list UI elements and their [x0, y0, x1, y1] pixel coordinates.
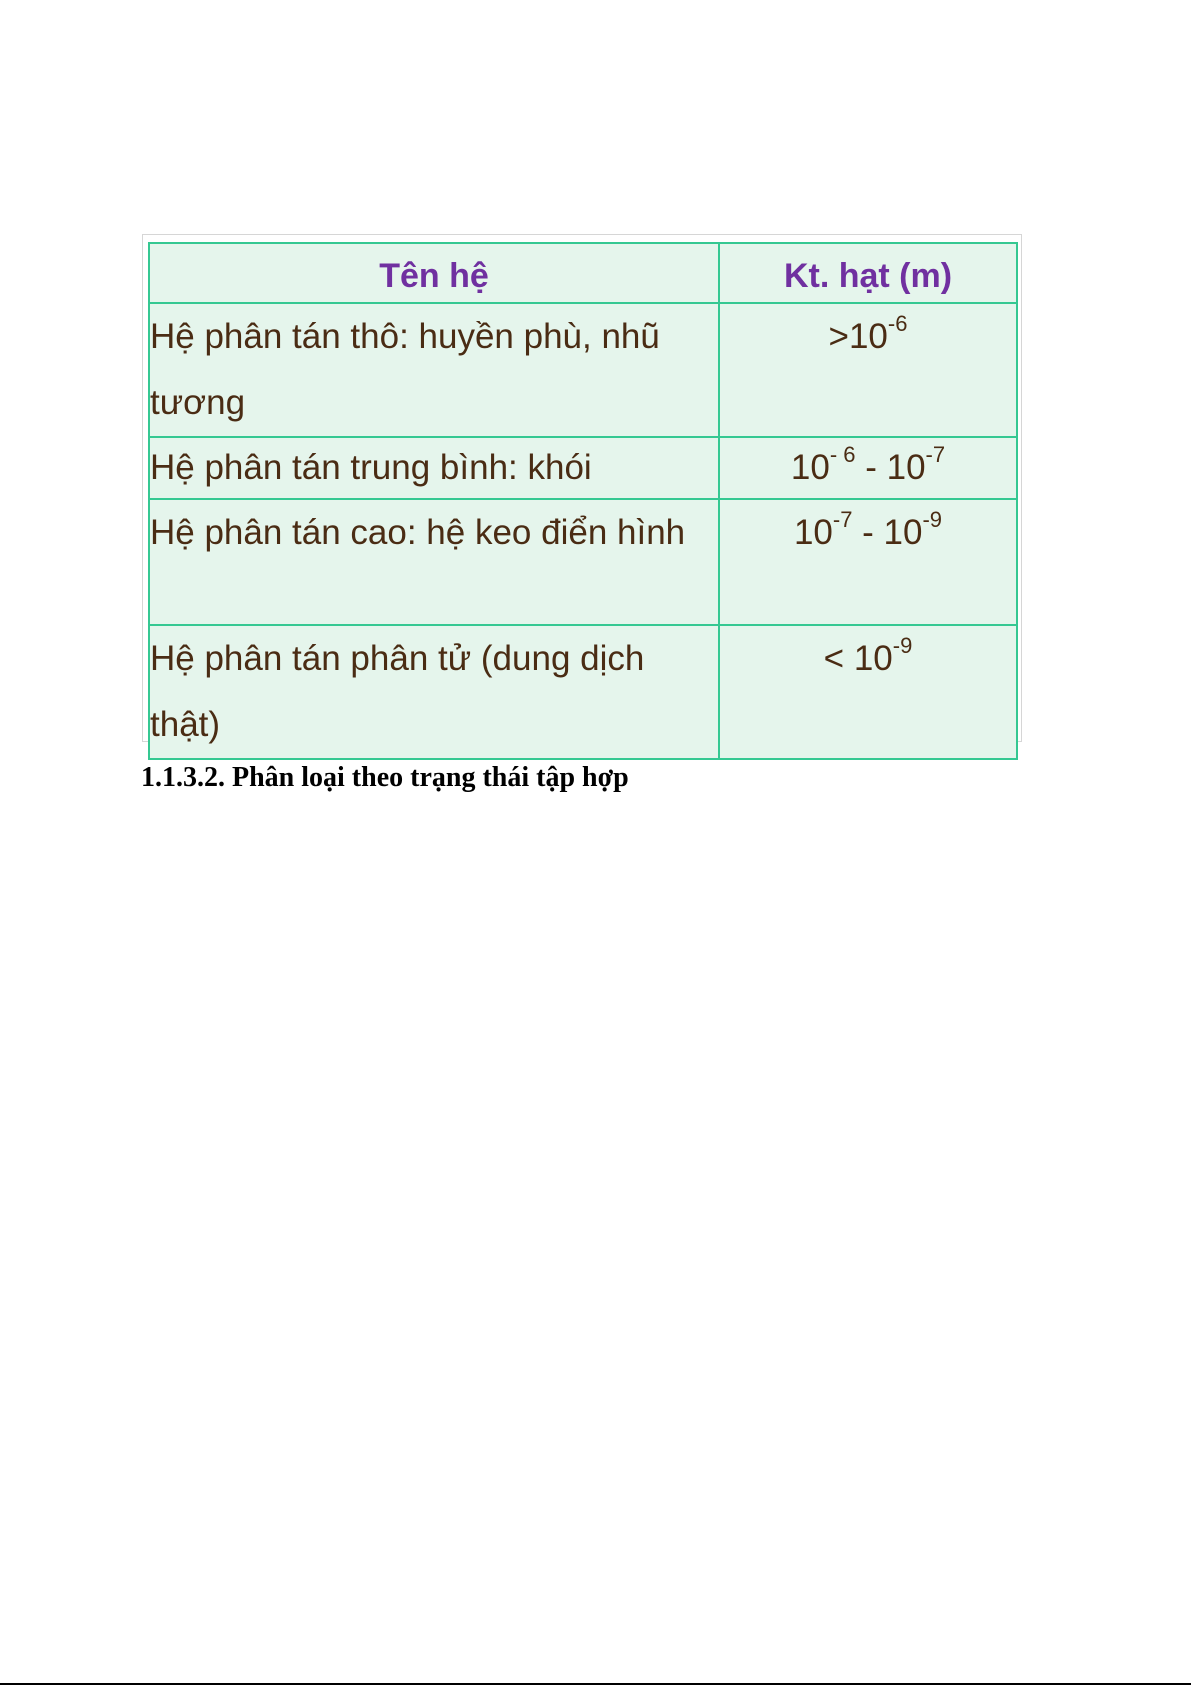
cell-particle-size: $>10^{-6}$	[719, 303, 1017, 437]
table-header-row	[149, 243, 1017, 303]
dispersion-classification-table	[148, 242, 1018, 760]
cell-particle-size: $10^{- 6} - 10^{-7}$	[719, 437, 1017, 499]
cell-system-name: Hệ phân tán phân tử (dung dịch thật)	[149, 625, 719, 759]
table-row	[149, 437, 1017, 499]
cell-particle-size: $10^{-7} - 10^{-9}$	[719, 499, 1017, 625]
table-row	[149, 499, 1017, 625]
table-row	[149, 625, 1017, 759]
cell-system-name: Hệ phân tán cao: hệ keo điển hình	[149, 499, 719, 625]
cell-system-name: Hệ phân tán trung bình: khói	[149, 437, 719, 499]
cell-particle-size: < $10^{-9}$	[719, 625, 1017, 759]
table-figure	[142, 234, 1022, 742]
section-heading: 1.1.3.2. Phân loại theo trạng thái tập hợp	[141, 762, 629, 793]
cell-system-name: Hệ phân tán thô: huyền phù, nhũ tương	[149, 303, 719, 437]
header-particle-size: Kt. hạt (m)	[719, 243, 1017, 303]
table-row	[149, 303, 1017, 437]
header-system-name: Tên hệ	[149, 243, 719, 303]
